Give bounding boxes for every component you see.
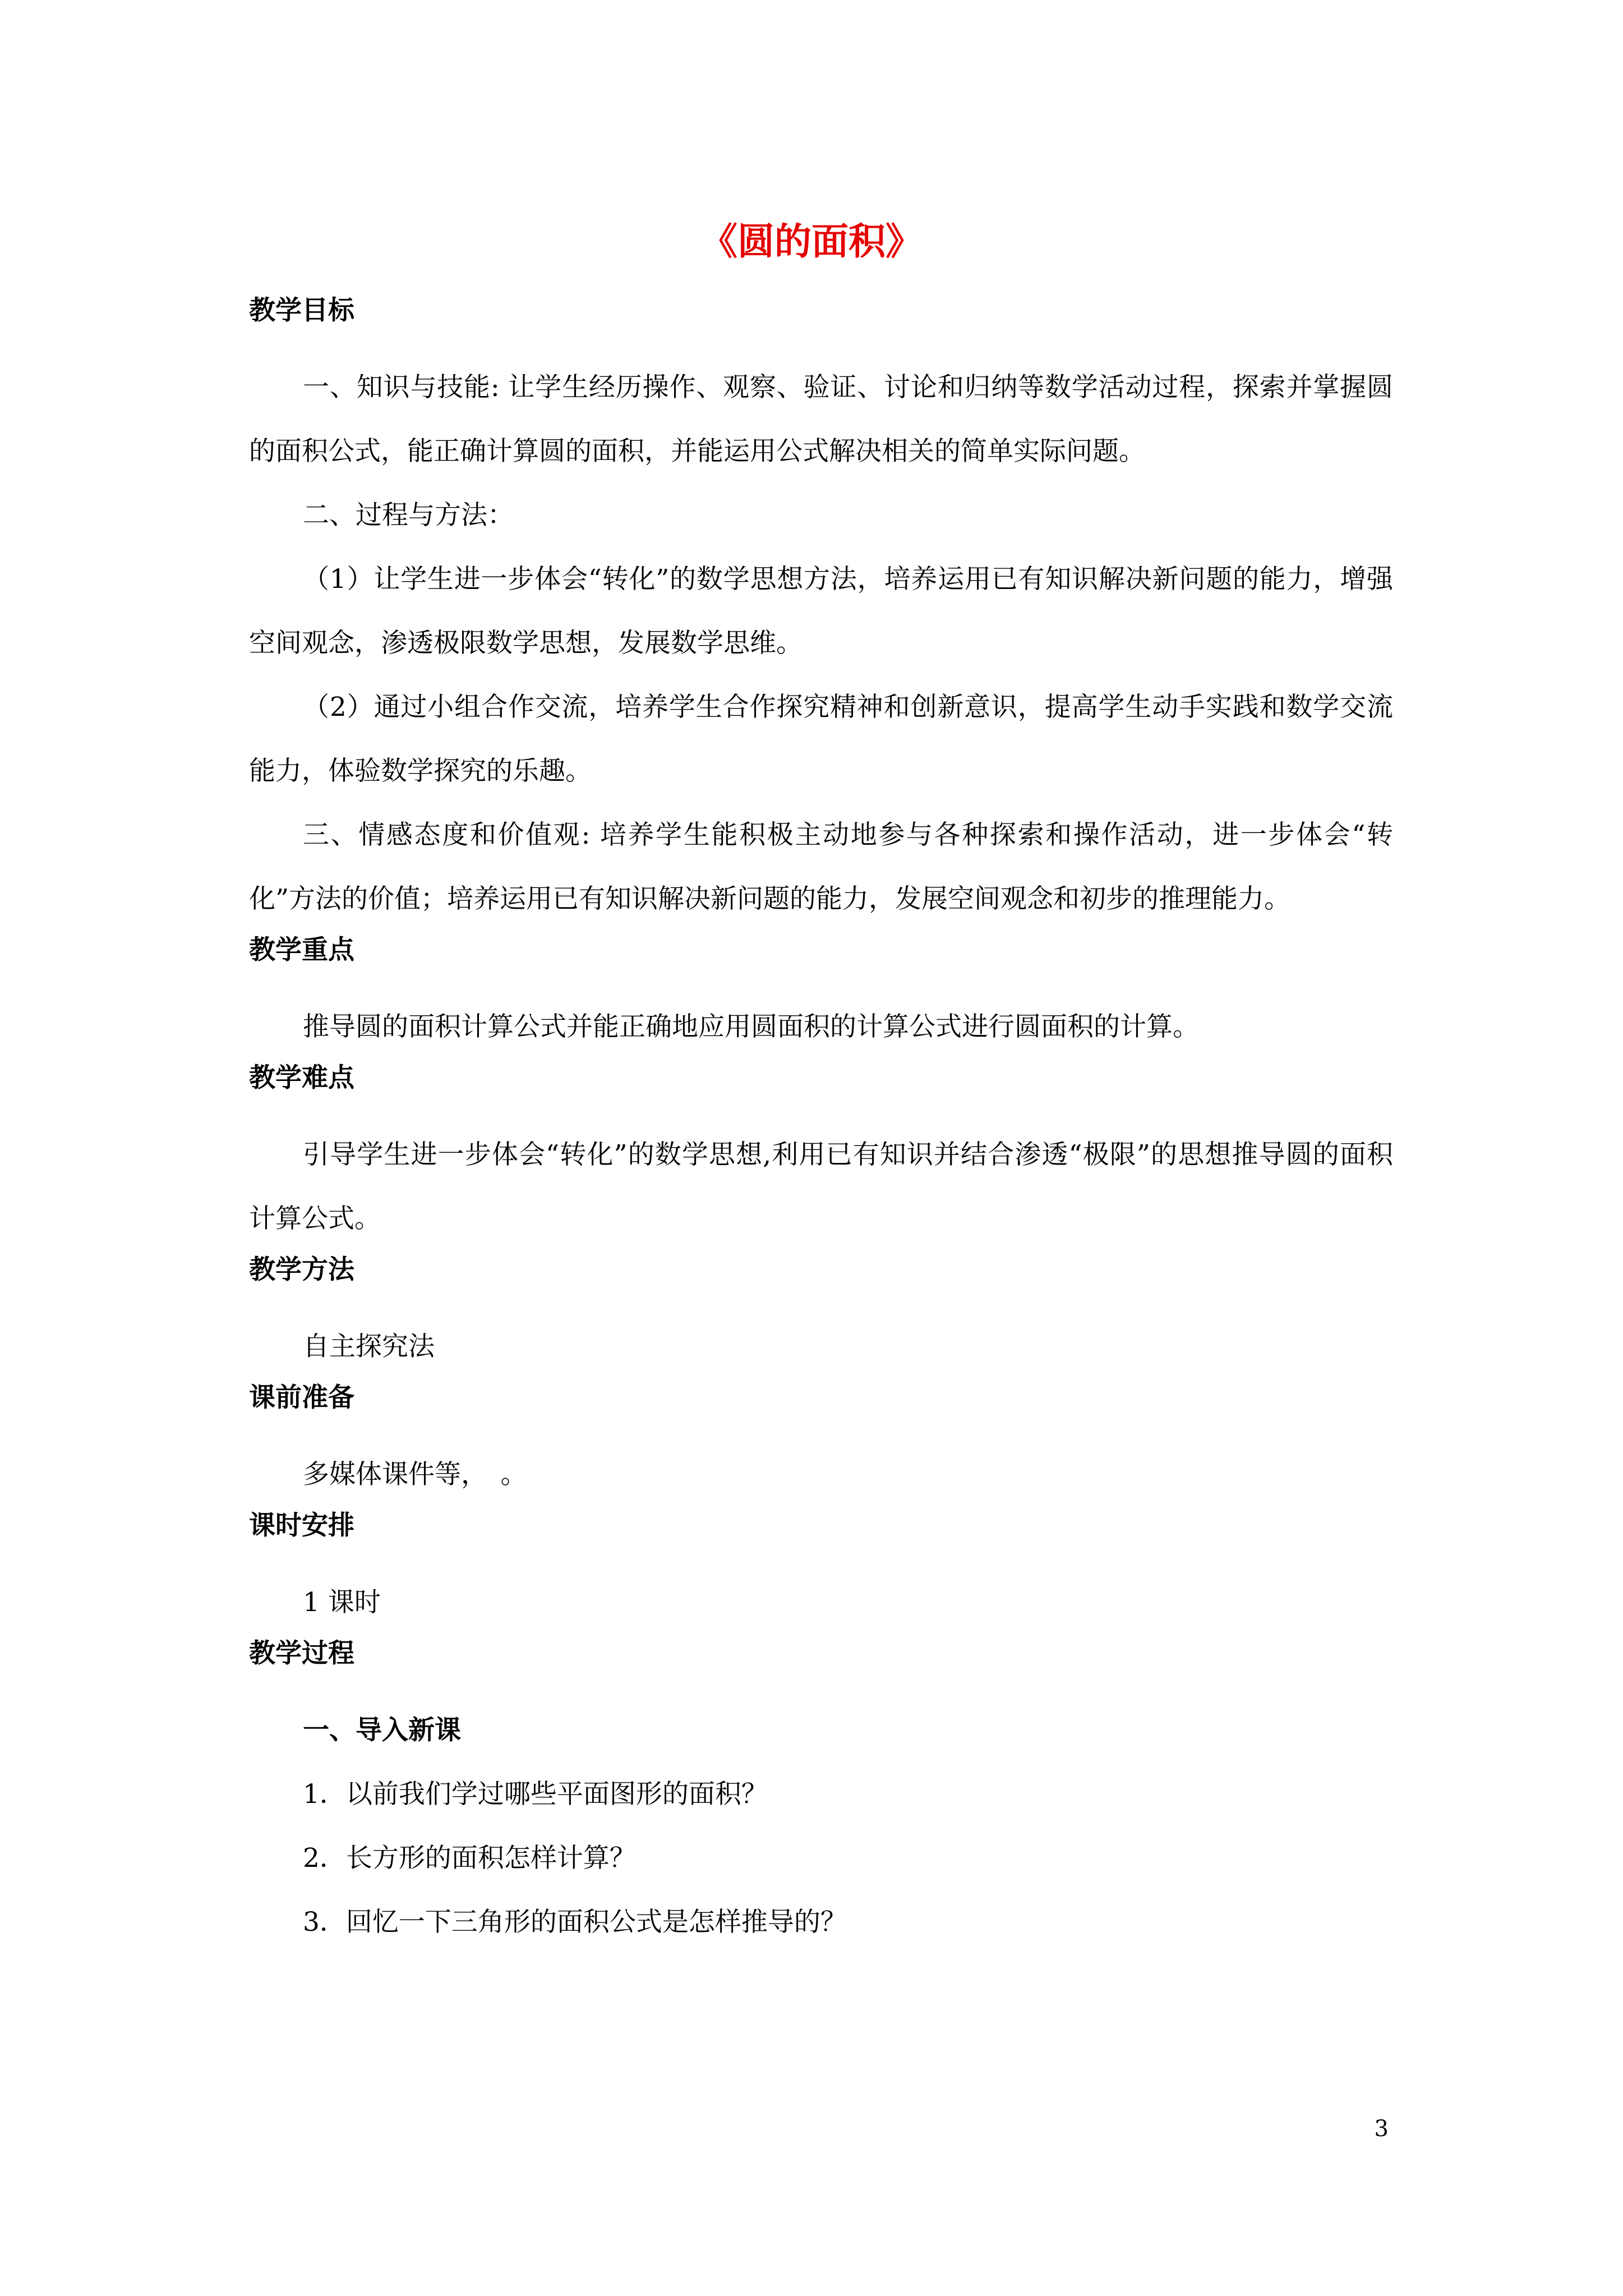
document-title: 《圆的面积》	[700, 219, 923, 263]
subheading-introduction: 一、导入新课	[303, 1715, 461, 1746]
paragraph-goal-3: 三、情感态度和价值观: 培养学生能积极主动地参与各种探索和操作活动，进一步体会“转化”方法的价值；培养运用已有知识解决新问题的能力，发展空间观念和初步的推理能力。	[249, 820, 1393, 914]
paragraph-method: 自主探究法	[303, 1331, 435, 1362]
paragraph-schedule: 1 课时	[303, 1587, 381, 1618]
paragraph-goal-2-1: （1）让学生进一步体会“转化”的数学思想方法，培养运用已有知识解决新问题的能力，增强空间观念，渗透极限数学思想，发展数学思维。	[249, 564, 1393, 659]
paragraph-preparation: 多媒体课件等， 。	[303, 1459, 527, 1490]
paragraph-difficulties: 引导学生进一步体会“转化”的数学思想,利用已有知识并结合渗透“极限”的思想推导圆的面积计算公式。	[249, 1139, 1393, 1234]
section-heading-preparation: 课前准备	[249, 1382, 354, 1413]
question-2: 2．长方形的面积怎样计算？	[303, 1843, 636, 1874]
question-3: 3．回忆一下三角形的面积公式是怎样推导的？	[303, 1907, 847, 1938]
document-body	[249, 292, 1393, 1954]
paragraph-goal-2: 二、过程与方法：	[303, 500, 514, 531]
section-heading-difficulties: 教学难点	[249, 1062, 354, 1093]
paragraph-key-points: 推导圆的面积计算公式并能正确地应用圆面积的计算公式进行圆面积的计算。	[303, 1011, 1199, 1042]
section-heading-process: 教学过程	[249, 1638, 354, 1669]
question-1: 1．以前我们学过哪些平面图形的面积？	[303, 1779, 768, 1810]
section-heading-key-points: 教学重点	[249, 935, 354, 965]
section-heading-schedule: 课时安排	[249, 1510, 354, 1541]
paragraph-goal-1: 一、知识与技能: 让学生经历操作、观察、验证、讨论和归纳等数学活动过程，探索并掌握圆的面积公式，能正确计算圆的面积，并能运用公式解决相关的简单实际问题。	[249, 372, 1393, 467]
section-heading-method: 教学方法	[249, 1254, 354, 1285]
page-number: 3	[1374, 2116, 1389, 2142]
paragraph-goal-2-2: （2）通过小组合作交流，培养学生合作探究精神和创新意识，提高学生动手实践和数学交流能力，体验数学探究的乐趣。	[249, 692, 1393, 786]
section-heading-goals: 教学目标	[249, 295, 354, 326]
